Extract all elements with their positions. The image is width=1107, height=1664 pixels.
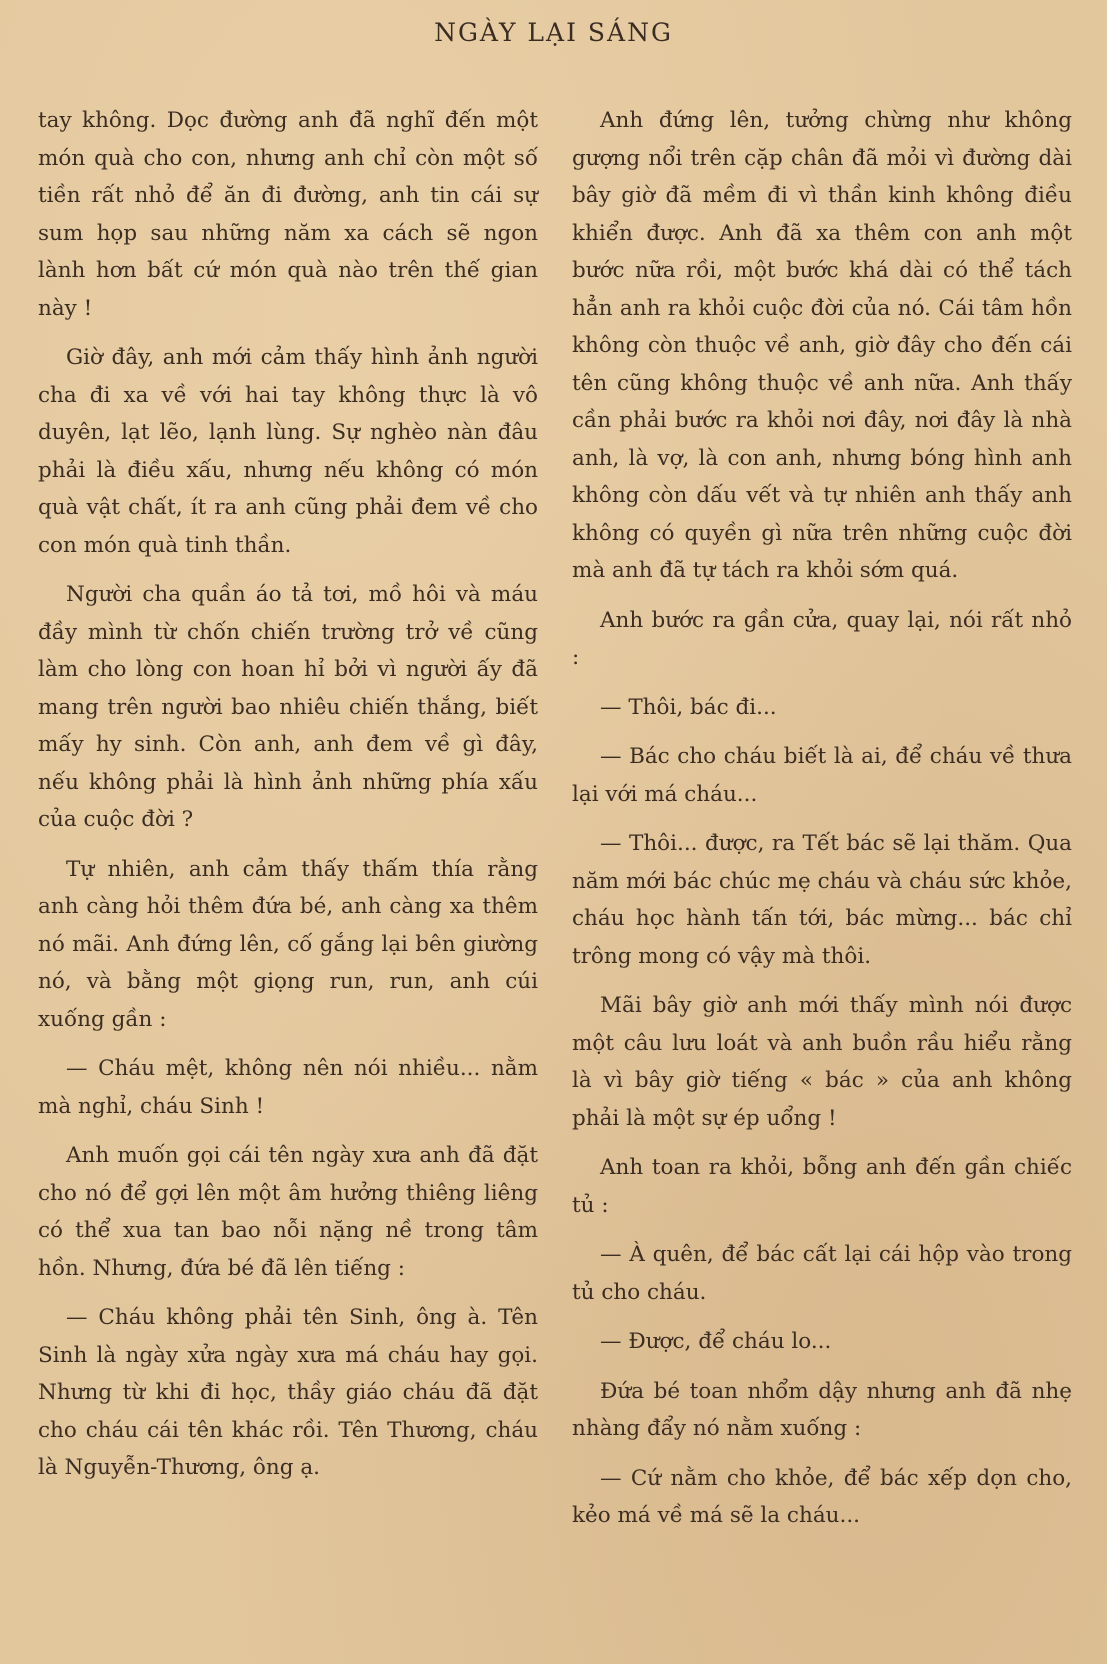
paragraph: Anh đứng lên, tưởng chừng như không gượng nổi trên cặp chân đã mỏi vì đường dài bây giờ đã mềm đi vì thần kinh không điều khiển được. Anh đã xa thêm con anh một bước nữa rồi, một bước khá dài có thể tách hẳn anh ra khỏi cuộc đời của nó. Cái tâm hồn không còn thuộc về anh, giờ đây cho đến cái tên cũng không thuộc về anh nữa. Anh thấy cần phải bước ra khỏi nơi đây, nơi đây là nhà anh, là vợ, là con anh, nhưng bóng hình anh không còn dấu vết và tự nhiên anh thấy anh không có quyền gì nữa trên những cuộc đời mà anh đã tự tách ra khỏi sớm quá. <box>572 108 1072 583</box>
dialogue-paragraph: — Cháu không phải tên Sinh, ông à. Tên Sinh là ngày xửa ngày xưa má cháu hay gọi. Nhưng từ khi đi học, thầy giáo cháu đã đặt cho cháu cái tên khác rồi. Tên Thương, cháu là Nguyễn-Thương, ông ạ. <box>38 1305 538 1480</box>
paragraph: Anh bước ra gần cửa, quay lại, nói rất nhỏ : <box>572 607 1072 670</box>
dialogue-paragraph: — Cháu mệt, không nên nói nhiều... nằm mà nghỉ, cháu Sinh ! <box>38 1056 538 1119</box>
paragraph: Mãi bây giờ anh mới thấy mình nói được một câu lưu loát và anh buồn rầu hiểu rằng là vì bây giờ tiếng « bác » của anh không phải là một sự ép uổng ! <box>572 993 1072 1131</box>
dialogue-paragraph: — Cứ nằm cho khỏe, để bác xếp dọn cho, kẻo má về má sẽ la cháu... <box>572 1465 1072 1528</box>
paragraph: Anh toan ra khỏi, bỗng anh đến gần chiếc tủ : <box>572 1155 1072 1218</box>
running-title: NGÀY LẠI SÁNG <box>434 18 673 47</box>
dialogue-paragraph: — Bác cho cháu biết là ai, để cháu về thưa lại với má cháu... <box>572 744 1072 807</box>
paragraph: Đứa bé toan nhổm dậy nhưng anh đã nhẹ nhàng đẩy nó nằm xuống : <box>572 1378 1072 1441</box>
paragraph: Anh muốn gọi cái tên ngày xưa anh đã đặt cho nó để gợi lên một âm hưởng thiêng liêng có thể xua tan bao nỗi nặng nề trong tâm hồn. Nhưng, đứa bé đã lên tiếng : <box>38 1143 538 1281</box>
paragraph: Giờ đây, anh mới cảm thấy hình ảnh người cha đi xa về với hai tay không thực là vô duyên, lạt lẽo, lạnh lùng. Sự nghèo nàn đâu phải là điều xấu, nhưng nếu không có món quà vật chất, ít ra anh cũng phải đem về cho con món quà tinh thần. <box>38 345 538 558</box>
left-column <box>38 102 538 1499</box>
dialogue-paragraph: — À quên, để bác cất lại cái hộp vào trong tủ cho cháu. <box>572 1242 1072 1305</box>
paragraph: tay không. Dọc đường anh đã nghĩ đến một món quà cho con, nhưng anh chỉ còn một số tiền rất nhỏ để ăn đi đường, anh tin cái sự sum họp sau những năm xa cách sẽ ngon lành hơn bất cứ món quà nào trên thế gian này ! <box>38 108 538 321</box>
paragraph: Tự nhiên, anh cảm thấy thấm thía rằng anh càng hỏi thêm đứa bé, anh càng xa thêm nó mãi. Anh đứng lên, cố gắng lại bên giường nó, và bằng một giọng run, run, anh cúi xuống gần : <box>38 856 538 1032</box>
right-column <box>572 102 1072 1547</box>
dialogue-paragraph: — Thôi, bác đi... <box>600 694 777 720</box>
dialogue-paragraph: — Được, để cháu lo... <box>600 1329 832 1354</box>
paragraph: Người cha quần áo tả tơi, mồ hôi và máu đầy mình từ chốn chiến trường trở về cũng làm cho lòng con hoan hỉ bởi vì người ấy đã mang trên người bao nhiêu chiến thắng, biết mấy hy sinh. Còn anh, anh đem về gì đây, nếu không phải là hình ảnh những phía xấu của cuộc đời ? <box>38 582 538 832</box>
dialogue-paragraph: — Thôi... được, ra Tết bác sẽ lại thăm. Qua năm mới bác chúc mẹ cháu và cháu sức khỏe, cháu học hành tấn tới, bác mừng... bác chỉ trông mong có vậy mà thôi. <box>572 831 1072 969</box>
